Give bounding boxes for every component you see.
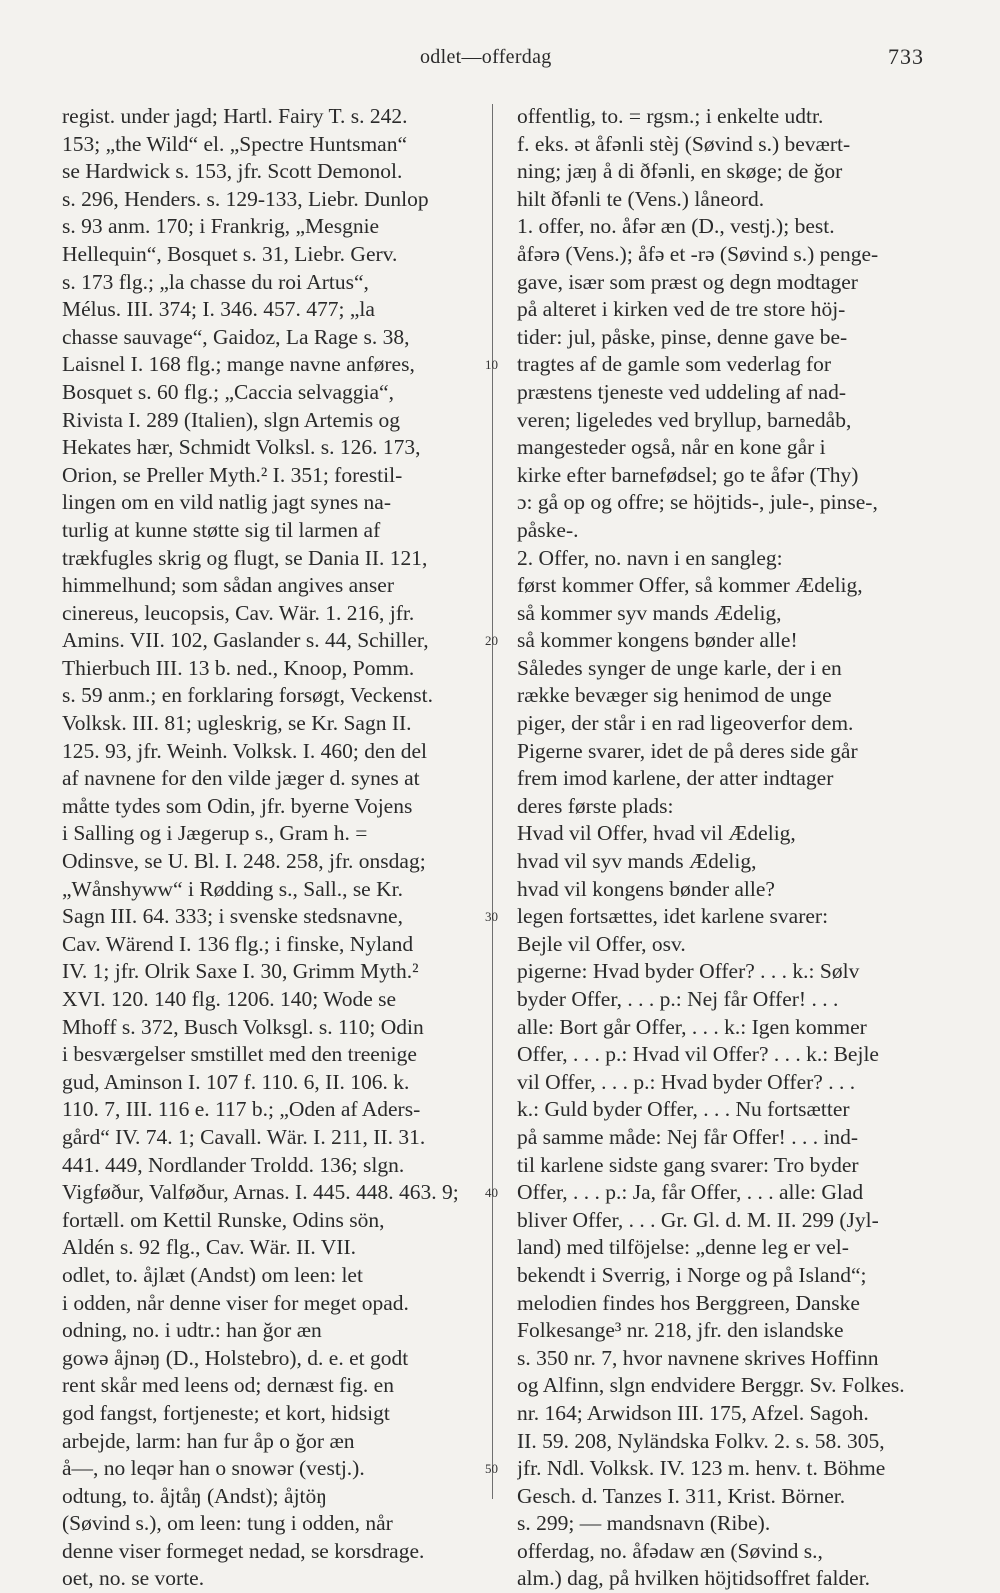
text-line: gård“ IV. 74. 1; Cavall. Wär. I. 211, II. 31.: [62, 1124, 426, 1149]
text-line: række bevæger sig henimod de unge: [517, 683, 832, 708]
text-line: 125. 93, jfr. Weinh. Volksk. I. 460; den del: [62, 738, 427, 763]
text-line: f. eks. ət åfənli stèj (Søvind s.) bevært-: [517, 131, 851, 156]
text-line: god fangst, fortjeneste; et kort, hidsigt: [62, 1400, 390, 1425]
page-number: 733: [888, 44, 924, 69]
line-number: 20: [485, 633, 498, 649]
text-line: 153; „the Wild“ el. „Spectre Huntsman“: [62, 131, 408, 156]
running-head-title: odlet—offerdag: [420, 46, 552, 68]
text-line: kirke efter barnefødsel; go te åfər (Thy): [517, 462, 859, 487]
text-line: Hvad vil Offer, hvad vil Ædelig,: [517, 821, 796, 846]
text-line: chasse sauvage“, Gaidoz, La Rage s. 38,: [62, 324, 410, 349]
text-line: fortæll. om Kettil Runske, Odins sön,: [62, 1207, 385, 1232]
text-line: af navnene for den vilde jæger d. synes at: [62, 766, 420, 791]
text-line: i odden, når denne viser for meget opad.: [62, 1290, 409, 1315]
text-line: offerdag, no. åfədaw æn (Søvind s.,: [517, 1538, 823, 1563]
text-line: tider: jul, påske, pinse, denne gave be-: [517, 324, 848, 349]
text-line: s. 59 anm.; en forklaring forsøgt, Veckenst.: [62, 683, 434, 708]
text-line: Mhoff s. 372, Busch Volksgl. s. 110; Odin: [62, 1014, 424, 1039]
text-line: Folkesange³ nr. 218, jfr. den islandske: [517, 1318, 844, 1343]
text-line: nr. 164; Arwidson III. 175, Afzel. Sagoh.: [517, 1400, 869, 1425]
text-line: land) med tilföjelse: „denne leg er vel-: [517, 1235, 849, 1260]
text-line: Aldén s. 92 flg., Cav. Wär. II. VII.: [62, 1235, 356, 1260]
text-line: II. 59. 208, Nyländska Folkv. 2. s. 58. 305,: [517, 1428, 885, 1453]
text-line: åfərə (Vens.); åfə et -rə (Søvind s.) penge-: [517, 241, 879, 266]
text-line: alm.) dag, på hvilken höjtidsoffret falder.: [517, 1566, 871, 1591]
text-line: offentlig, to. = rgsm.; i enkelte udtr.: [517, 104, 824, 128]
text-line: præstens tjeneste ved uddeling af nad-: [517, 379, 846, 404]
text-line: hvad vil kongens bønder alle?: [517, 876, 775, 901]
text-line: gave, især som præst og degn modtager: [517, 269, 858, 294]
text-line: hvad vil syv mands Ædelig,: [517, 849, 757, 874]
text-line: k.: Guld byder Offer, . . . Nu fortsætter: [517, 1097, 850, 1122]
text-line: først kommer Offer, så kommer Ædelig,: [517, 573, 863, 598]
text-line: lingen om en vild natlig jagt synes na-: [62, 490, 392, 515]
text-line: hilt ðfənli te (Vens.) låneord.: [517, 186, 765, 211]
text-line: påske-.: [517, 517, 579, 542]
text-line: odlet, to. åjlæt (Andst) om leen: let: [62, 1262, 363, 1287]
text-line: vil Offer, . . . p.: Hvad byder Offer? . . .: [517, 1069, 856, 1094]
text-line: Odinsve, se U. Bl. I. 248. 258, jfr. onsdag;: [62, 849, 426, 874]
text-line: Amins. VII. 102, Gaslander s. 44, Schiller,: [62, 628, 429, 653]
text-line: Bejle vil Offer, osv.: [517, 931, 686, 956]
text-line: IV. 1; jfr. Olrik Saxe I. 30, Grimm Myth.²: [62, 959, 419, 984]
text-line: gowə åjnəŋ (D., Holstebro), d. e. et godt: [62, 1345, 409, 1370]
text-line: så kommer syv mands Ædelig,: [517, 600, 782, 625]
text-line: 110. 7, III. 116 e. 117 b.; „Oden af Aders-: [62, 1097, 421, 1122]
text-line: bliver Offer, . . . Gr. Gl. d. M. II. 299 (Jyl-: [517, 1207, 879, 1232]
text-line: cinereus, leucopsis, Cav. Wär. 1. 216, jfr.: [62, 600, 415, 625]
text-line: ɔ: gå op og offre; se höjtids-, jule-, pinse-,: [517, 490, 878, 515]
text-line: regist. under jagd; Hartl. Fairy T. s. 242.: [62, 104, 408, 128]
text-line: Offer, . . . p.: Hvad vil Offer? . . . k.: Bejle: [517, 1042, 879, 1067]
text-line: måtte tydes som Odin, jfr. byerne Vojens: [62, 793, 413, 818]
running-head: [0, 46, 1000, 76]
text-line: pigerne: Hvad byder Offer? . . . k.: Sølv: [517, 959, 860, 984]
text-line: Cav. Wärend I. 136 flg.; i finske, Nyland: [62, 931, 414, 956]
text-line: i Salling og i Jægerup s., Gram h. =: [62, 821, 368, 846]
text-line: mangesteder også, når en kone går i: [517, 435, 826, 460]
text-line: turlig at kunne støtte sig til larmen af: [62, 517, 381, 542]
text-line: se Hardwick s. 153, jfr. Scott Demonol.: [62, 159, 403, 184]
text-line: 441. 449, Nordlander Troldd. 136; slgn.: [62, 1152, 405, 1177]
text-line: (Søvind s.), om leen: tung i odden, når: [62, 1511, 393, 1536]
text-line: frem imod karlene, der atter indtager: [517, 766, 834, 791]
text-line: s. 350 nr. 7, hvor navnene skrives Hoffinn: [517, 1345, 879, 1370]
text-line: legen fortsættes, idet karlene svarer:: [517, 904, 829, 929]
text-line: XVI. 120. 140 flg. 1206. 140; Wode se: [62, 987, 397, 1011]
text-line: jfr. Ndl. Volksk. IV. 123 m. henv. t. Böhme: [517, 1456, 886, 1481]
line-number: 40: [485, 1185, 498, 1201]
left-column: [62, 103, 482, 1593]
text-line: arbejde, larm: han fur åp o ğor æn: [62, 1428, 355, 1453]
line-number: 10: [485, 357, 498, 373]
text-line: s. 299; — mandsnavn (Ribe).: [517, 1511, 771, 1536]
text-line: s. 296, Henders. s. 129-133, Liebr. Dunlop: [62, 186, 429, 211]
text-line: til karlene sidste gang svarer: Tro byder: [517, 1152, 859, 1177]
text-line: denne viser formeget nedad, se korsdrage.: [62, 1538, 425, 1563]
text-line: himmelhund; som sådan angives anser: [62, 573, 394, 598]
text-line: Vigføður, Valføður, Arnas. I. 445. 448. 463. 9;: [62, 1180, 459, 1205]
text-line: ning; jæŋ å di ðfənli, en skøge; de ğor: [517, 159, 843, 184]
text-line: så kommer kongens bønder alle!: [517, 628, 798, 653]
text-line: gud, Aminson I. 107 f. 110. 6, II. 106. k.: [62, 1069, 410, 1094]
text-line: melodien findes hos Berggreen, Danske: [517, 1290, 860, 1315]
text-line: Bosquet s. 60 flg.; „Caccia selvaggia“,: [62, 379, 394, 404]
text-line: Hekates hær, Schmidt Volksl. s. 126. 173,: [62, 435, 421, 460]
text-line: på samme måde: Nej får Offer! . . . ind-: [517, 1124, 859, 1149]
text-line: Sagn III. 64. 333; i svenske stedsnavne,: [62, 904, 403, 929]
text-line: odning, no. i udtr.: han ğor æn: [62, 1318, 322, 1343]
text-line: s. 93 anm. 170; i Frankrig, „Mesgnie: [62, 214, 380, 239]
text-line: veren; ligeledes ved bryllup, barnedåb,: [517, 407, 852, 432]
text-line: Pigerne svarer, idet de på deres side går: [517, 738, 858, 763]
text-line: 2. Offer, no. navn i en sangleg:: [517, 545, 783, 570]
text-line: rent skår med leens od; dernæst fig. en: [62, 1373, 394, 1398]
text-line: Mélus. III. 374; I. 346. 457. 477; „la: [62, 297, 375, 322]
right-column: [517, 103, 947, 1593]
text-line: Således synger de unge karle, der i en: [517, 655, 842, 680]
text-line: Hellequin“, Bosquet s. 31, Liebr. Gerv.: [62, 241, 398, 266]
text-line: Laisnel I. 168 flg.; mange navne anføres,: [62, 352, 415, 377]
text-line: Offer, . . . p.: Ja, får Offer, . . . alle: Glad: [517, 1180, 864, 1205]
line-number: 30: [485, 909, 498, 925]
text-line: Volksk. III. 81; ugleskrig, se Kr. Sagn II.: [62, 711, 412, 736]
text-line: piger, der står i en rad ligeoverfor dem.: [517, 711, 854, 736]
text-line: byder Offer, . . . p.: Nej får Offer! . . .: [517, 987, 839, 1011]
text-line: 1. offer, no. åfər æn (D., vestj.); best.: [517, 214, 835, 239]
text-line: deres første plads:: [517, 793, 674, 818]
text-line: å—, no leqər han o snowər (vestj.).: [62, 1456, 365, 1481]
text-line: trækfugles skrig og flugt, se Dania II. 121,: [62, 545, 428, 570]
text-line: Rivista I. 289 (Italien), slgn Artemis og: [62, 407, 400, 432]
line-number: 50: [485, 1461, 498, 1477]
text-line: Thierbuch III. 13 b. ned., Knoop, Pomm.: [62, 655, 415, 680]
text-line: i besværgelser smstillet med den treenige: [62, 1042, 417, 1067]
text-line: Orion, se Preller Myth.² I. 351; forestil-: [62, 462, 403, 487]
text-line: bekendt i Sverrig, i Norge og på Island“;: [517, 1262, 867, 1287]
text-line: og Alfinn, slgn endvidere Berggr. Sv. Folkes.: [517, 1373, 905, 1398]
column-divider: [492, 104, 493, 1499]
text-line: odtung, to. åjtåŋ (Andst); åjtöŋ: [62, 1483, 327, 1508]
text-line: på alteret i kirken ved de tre store höj-: [517, 297, 846, 322]
text-line: Gesch. d. Tanzes I. 311, Krist. Börner.: [517, 1483, 846, 1508]
text-line: alle: Bort går Offer, . . . k.: Igen kommer: [517, 1014, 867, 1039]
text-line: oet, no. se vorte.: [62, 1566, 205, 1591]
text-line: s. 173 flg.; „la chasse du roi Artus“,: [62, 269, 369, 294]
text-line: „Wånshyww“ i Rødding s., Sall., se Kr.: [62, 876, 403, 901]
text-line: tragtes af de gamle som vederlag for: [517, 352, 832, 377]
